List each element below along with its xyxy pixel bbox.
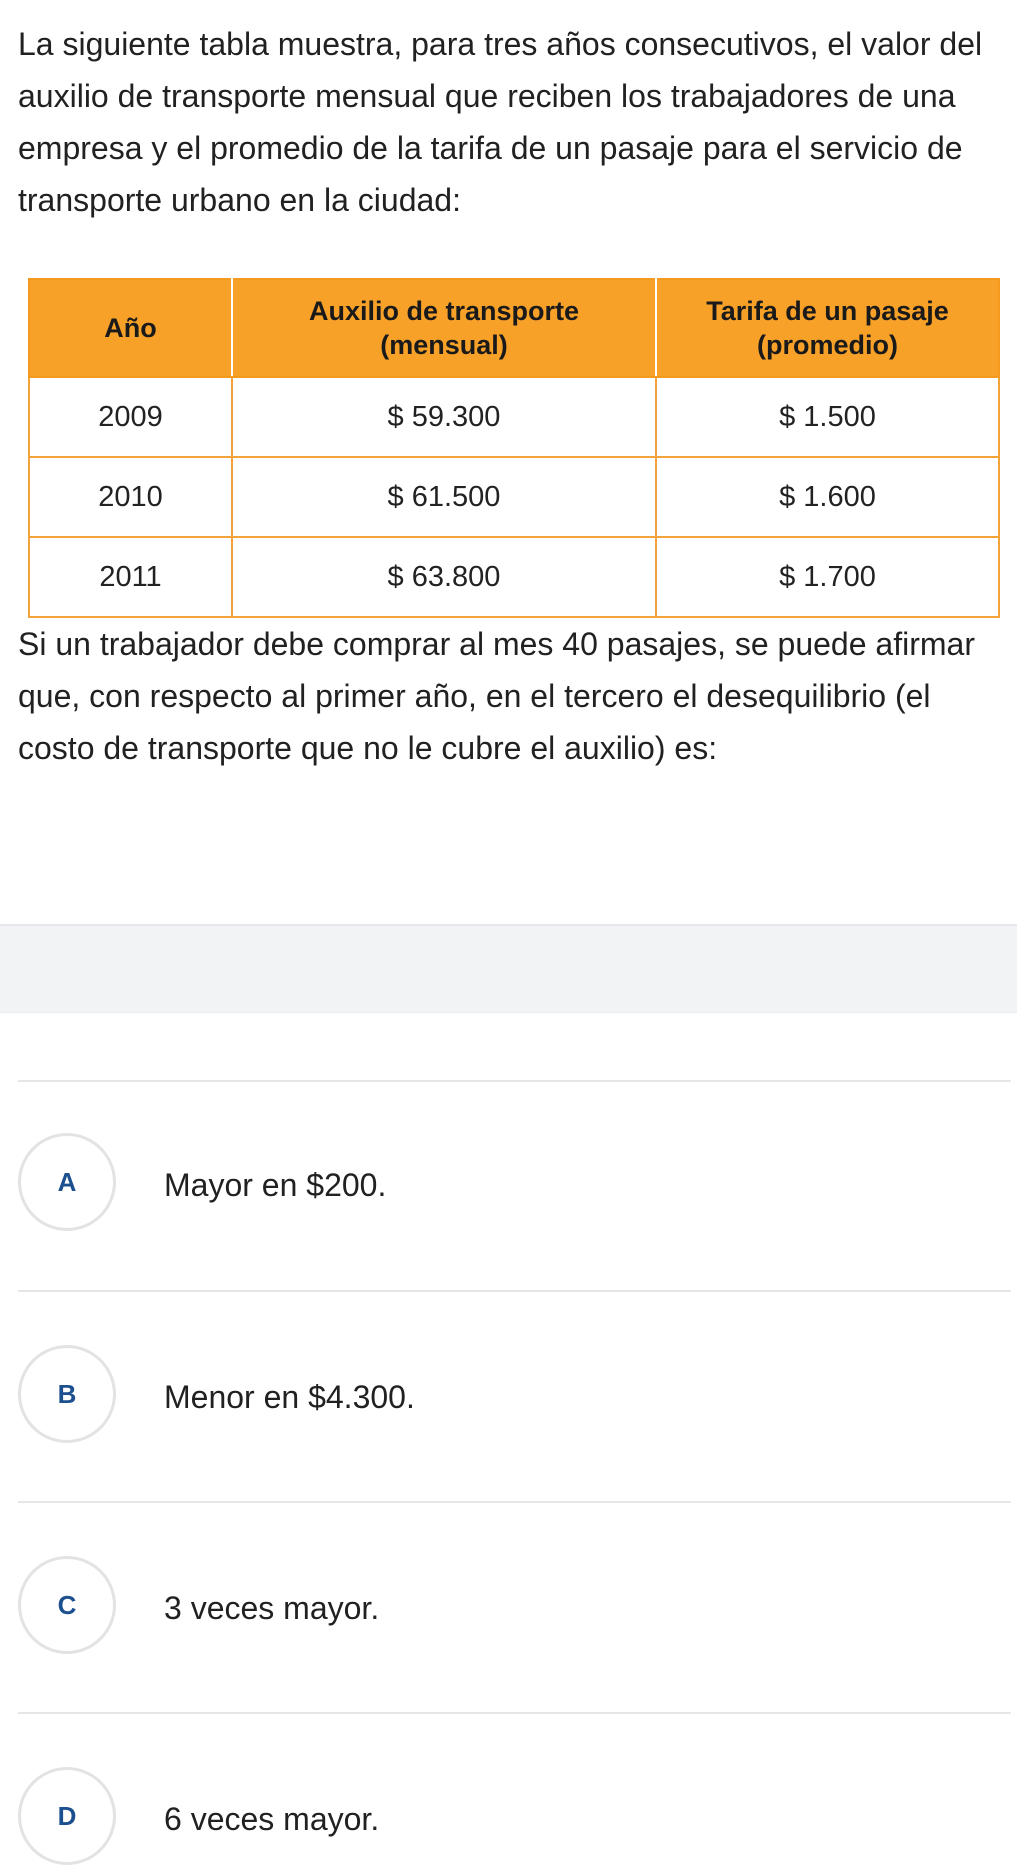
header-year-label: Año: [104, 313, 157, 343]
table-header-row: [29, 279, 999, 377]
option-b[interactable]: [18, 1342, 1011, 1452]
cell-year: 2009: [29, 377, 232, 457]
option-a-text[interactable]: Mayor en $200.: [164, 1166, 387, 1203]
cell-fare: $ 1.500: [656, 377, 999, 457]
header-fare: [656, 279, 999, 377]
option-b-letter[interactable]: B: [18, 1345, 116, 1443]
data-table-container: [28, 278, 998, 618]
data-table: [28, 278, 1000, 618]
option-a[interactable]: [18, 1130, 1011, 1240]
question-tail-text: Si un trabajador debe comprar al mes 40 pasajes, se puede afirmar que, con respecto al primer año, en el tercero el desequilibrio (el costo de transporte que no le cubre el auxilio) es:: [18, 626, 975, 766]
table-row: [29, 457, 999, 537]
header-aid-line2: (mensual): [380, 330, 508, 360]
cell-aid: $ 59.300: [232, 377, 656, 457]
table-row: [29, 377, 999, 457]
cell-aid: $ 63.800: [232, 537, 656, 617]
question-intro-text: La siguiente tabla muestra, para tres años consecutivos, el valor del auxilio de transporte mensual que reciben los trabajadores de una empresa y el promedio de la tarifa de un pasaje para el servicio de transporte urbano en la ciudad:: [18, 26, 983, 218]
header-aid-line1: Auxilio de transporte: [308, 296, 580, 326]
cell-fare: $ 1.700: [656, 537, 999, 617]
option-divider: [18, 1501, 1011, 1503]
header-year: [29, 279, 232, 377]
cell-year: 2011: [29, 537, 232, 617]
cell-aid: $ 61.500: [232, 457, 656, 537]
header-fare-line2: (promedio): [757, 330, 898, 360]
option-c[interactable]: [18, 1553, 1011, 1663]
header-fare-line1: Tarifa de un pasaje: [706, 296, 949, 326]
cell-fare: $ 1.600: [656, 457, 999, 537]
separator-band: [0, 924, 1017, 1013]
option-c-text[interactable]: 3 veces mayor.: [164, 1589, 380, 1626]
option-divider: [18, 1712, 1011, 1714]
cell-year: 2010: [29, 457, 232, 537]
option-d-letter[interactable]: D: [18, 1767, 116, 1865]
option-d-text[interactable]: 6 veces mayor.: [164, 1800, 380, 1837]
option-d[interactable]: [18, 1764, 1011, 1874]
table-row: [29, 537, 999, 617]
option-divider: [18, 1290, 1011, 1292]
option-a-letter[interactable]: A: [18, 1133, 116, 1231]
option-b-text[interactable]: Menor en $4.300.: [164, 1378, 415, 1415]
header-aid: [232, 279, 656, 377]
option-divider: [18, 1080, 1011, 1082]
option-c-letter[interactable]: C: [18, 1556, 116, 1654]
